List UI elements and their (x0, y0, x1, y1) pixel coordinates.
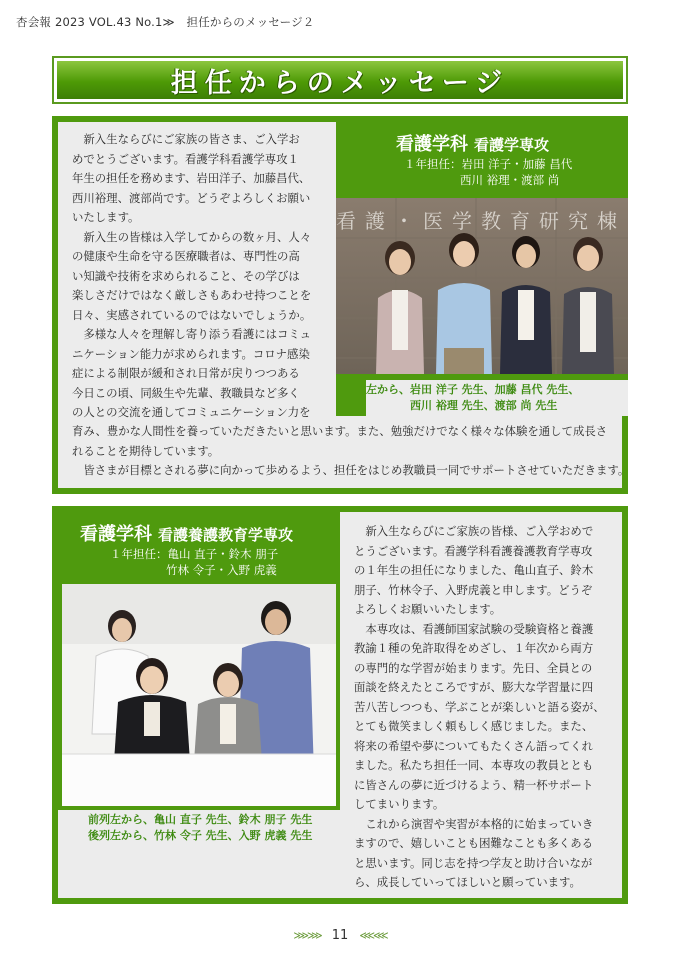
text-line: ら、成長していってほしいと願っています。 (354, 875, 581, 889)
section1-group-photo (336, 198, 628, 374)
text-line: 新入生ならびにご家族の皆さま、ご入学お (72, 132, 300, 146)
text-line: の専門的な学習が始まります。先日、全員との (354, 660, 593, 675)
text-line: 新入生ならびにご家族の皆様、ご入学おめで (354, 524, 594, 538)
text-line: の健康や生命を守る医療職者は、専門性の高 (72, 249, 300, 263)
text-line: とても微笑ましく頼もしく感じました。また、 (354, 719, 594, 733)
text-line: 年生の担任を務めます、岩田洋子、加藤昌代、 (72, 171, 311, 185)
text-line: 症による制限が緩和され日常が戻りつつある (72, 366, 300, 380)
text-line: と思います。同じ志を持つ学友と助け合いなが (354, 855, 593, 870)
section2-photo-illustration (62, 584, 336, 806)
text-line: 今日この頃、同級生や先輩、教職員など多く (72, 385, 300, 400)
section2-header-panel (58, 512, 340, 898)
text-line: 新入生の皆様は入学してからの数ヶ月、人々 (72, 229, 312, 244)
text-line: 育み、豊かな人間性を養っていただきたいと思います。また、勉強だけでなく様々な体験を通して成長さ (72, 424, 608, 438)
page-footer (0, 924, 680, 943)
text-line: ました。私たち担任一同、本専攻の教員ととも (354, 758, 594, 772)
section1-body-bottom (72, 422, 630, 481)
section1-teachers: １年担任：岩田 洋子・加藤 昌代 西川 裕理・渡部 尚 (404, 157, 573, 187)
section2-dept-heading: 看護学科 看護養護教育学専攻 (80, 524, 294, 545)
text-line: い知識や技術を求められること、その学びは (72, 268, 300, 283)
section1-photo-illustration (336, 198, 628, 374)
footer-right-ornament: ⋘⋘ (359, 929, 387, 942)
text-line: 西川裕理、渡部尚です。どうぞよろしくお願い (72, 190, 311, 205)
text-line: よろしくお願いいたします。 (354, 602, 502, 616)
text-line: 本専攻は、看護師国家試験の受験資格と養護 (354, 621, 594, 636)
text-line: ますので、嬉しいことも困難なことも多くある (354, 836, 593, 850)
text-line: いたします。 (72, 210, 140, 224)
section-nursing (52, 116, 628, 494)
text-line: れることを期待しています。 (72, 443, 220, 458)
section1-dept-heading: 看護学科 看護学専攻 (396, 134, 550, 155)
text-line: とうございます。看護学科看護養護教育学専攻 (354, 543, 593, 558)
section-nursing-yogo (52, 506, 628, 904)
photo-sign-text: 看護・医学教育研究棟 (336, 209, 626, 233)
text-line: 日々、実感されているのではないでしょうか。 (72, 307, 312, 322)
text-line: に皆さんの夢に近づけるよう、精一杯サポート (354, 777, 594, 792)
section2-group-photo (62, 584, 336, 806)
text-line: 教諭１種の免許取得をめざし、１年次から両方 (354, 641, 594, 655)
page-title: 担任からのメッセージ (170, 67, 510, 99)
text-line: 朋子、竹林令子、入野虎義と申します。どうぞ (354, 582, 593, 597)
running-header: 杏会報 2023 VOL.43 No.1≫ 担任からのメッセージ２ (16, 15, 315, 29)
section2-photo-caption: 前列左から、亀山 直子 先生、鈴木 朋子 先生 後列左から、竹林 令子 先生、入野 虎義 先生 (58, 810, 340, 898)
text-line: 楽しさだけではなく厳しさもあわせ持つことを (72, 288, 312, 302)
text-line: の人との交流を通してコミュニケーション力を (72, 405, 311, 419)
text-line: ニケーション能力が求められます。コロナ感染 (72, 346, 310, 361)
text-line: してまいります。 (354, 797, 445, 811)
text-line: 苦八苦しつつも、学ぶことが楽しいと語る姿が、 (354, 699, 605, 714)
title-banner (52, 56, 628, 104)
text-line: の１年生の担任になりました、亀山直子、鈴木 (354, 563, 594, 577)
text-line: 将来の希望や夢についてもたくさん語ってくれ (354, 738, 593, 753)
footer-left-ornament: ⋙⋙ (293, 929, 321, 942)
text-line: 多様な人々を理解し寄り添う看護にはコミュ (72, 327, 311, 341)
section1-photo-caption: 左から、岩田 洋子 先生、加藤 昌代 先生、 西川 裕理 先生、渡部 尚 先生 (366, 380, 628, 416)
section2-body (354, 522, 622, 893)
text-line: 皆さまが目標とされる夢に向かって歩めるよう、担任をはじめ教職員一同でサポートさせていただきます。 (72, 463, 630, 477)
section1-header-panel (336, 122, 628, 416)
text-line: これから演習や実習が本格的に始まっていき (354, 816, 594, 831)
section1-body-top (72, 130, 334, 423)
text-line: 面談を終えたところですが、膨大な学習量に四 (354, 680, 594, 694)
page-number: 11 (331, 928, 349, 943)
text-line: めでとうございます。看護学科看護学専攻１ (72, 151, 299, 166)
section2-teachers: １年担任：亀山 直子・鈴木 朋子 竹林 令子・入野 虎義 (110, 547, 279, 577)
